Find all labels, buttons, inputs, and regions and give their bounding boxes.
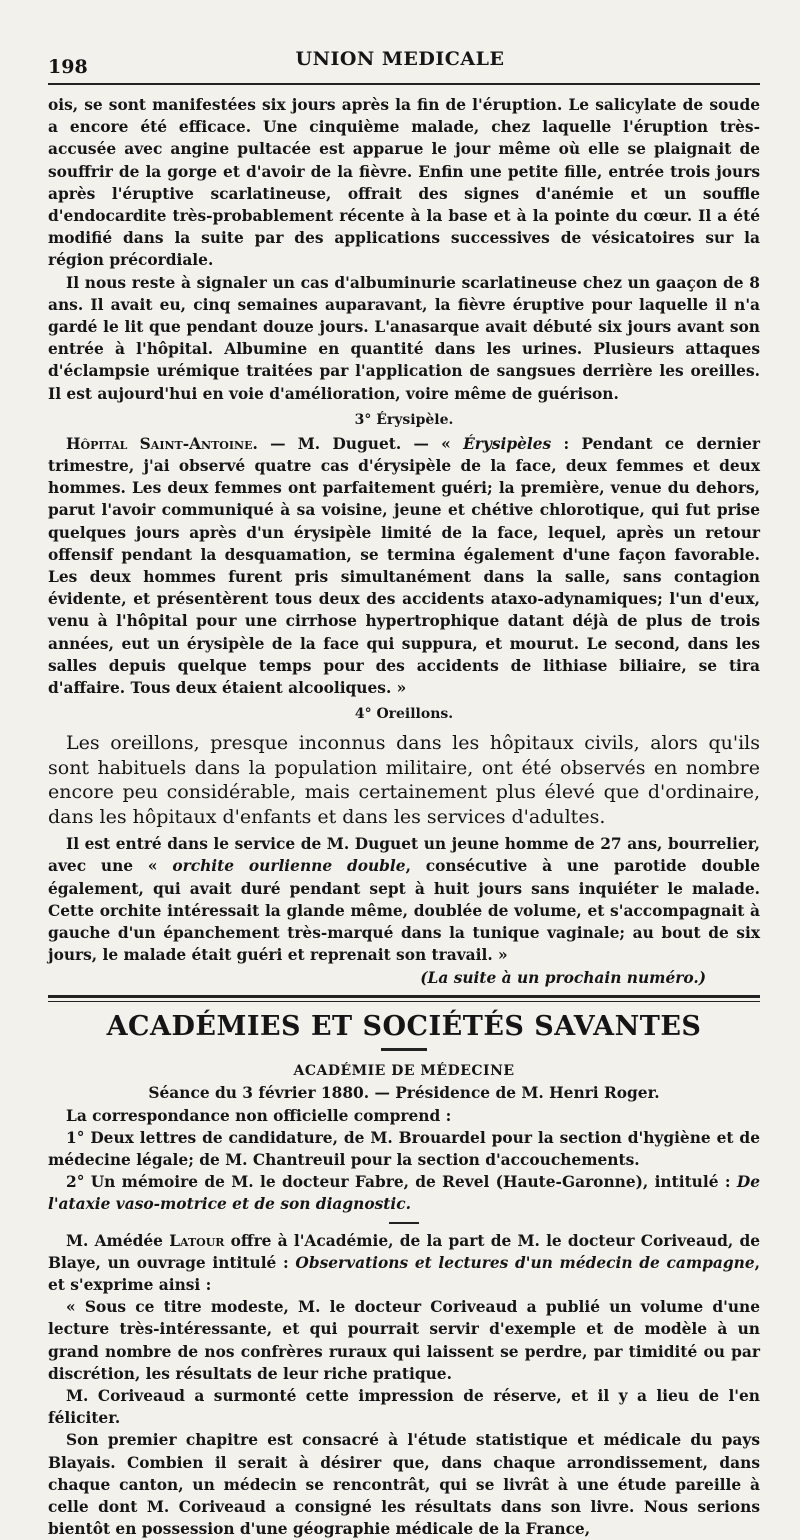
item-2-title: De l'ataxie vaso-motrice et de son diagnostic. [48,1173,760,1214]
paragraph-erysipeles [48,433,760,699]
paragraph-erysipeles-text: : Pendant ce dernier trimestre, j'ai observé quatre cas d'érysipèle de la face, deux femmes et deux hommes. Les deux femmes ont parfaitement guéri; la première, venue du dehors, parut l'avoir communiqué à sa voisine, jeune et chétive chlorotique, qui fut prise quelques jours après d'un érysipèle limité de la face, lequel, après un retour offensif pendant la desquamation, se termina également d'une façon favorable. Les deux hommes furent pris simultanément dans la salle, sans contagion évidente, et présentèrent tous deux des accidents ataxo-adynamiques; l'un d'eux, venu à l'hôpital pour une cirrhose hypertrophique datant déjà de plus de trois années, eut un érysipèle de la face qui suppura, et mourut. Le second, dans les salles depuis quelque temps pour des accidents de lithiase biliaire, se tira d'affaire. Tous deux étaient alcooliques. » [48,434,760,698]
paragraph-rule [389,1222,419,1224]
paragraph-orchite-b: , consécutive à une parotide double également, qui avait duré pendant sept à huit jours sans inquiéter le malade. Cette orchite intéressait la glande même, doublée de volume, et s'accompagnait à gauche d'un épanchement très-marqué dans la tunique vaginale; au bout de six jours, le malade était guéri et reprenait son travail. » [48,857,760,965]
paragraph-item-1: 1° Deux lettres de candidature, de M. Brouardel pour la section d'hygiène et de médecine légale; de M. Chantreuil pour la section d'accouchements. [48,1128,760,1169]
section-divider [48,995,760,1002]
academie-subtitle: ACADÉMIE DE MÉDECINE [293,1062,515,1079]
article-body [48,94,760,1540]
paragraph-orchite [48,833,760,966]
paragraph-orchite-a: Il est entré dans le service de M. Duguet un jeune homme de 27 ans, bourrelier, avec une « [48,835,760,876]
topic-title: Érysipèles [463,434,552,453]
paragraph-surmonte: M. Coriveaud a surmonté cette impression de réserve, et il y a lieu de l'en féliciter. [48,1386,760,1428]
orchite-term: orchite ourlienne double [172,857,406,876]
hospital-name: Hôpital Saint-Antoine. [66,434,258,453]
latour-b: offre à l'Académie, de la part de M. le docteur Coriveaud, de Blaye, un ouvrage intitulé : [48,1231,760,1272]
paragraph-chapitre: Son premier chapitre est consacré à l'étude statistique et médicale du pays Blayais. Combien il serait à désirer que, dans chaque arrondissement, dans chaque canton, un médecin se rencontrât, qui se livrât à une étude pareille à celle dont M. Coriveaud a consigné les résultats dans son livre. Nous serions bientôt en possession d'une géographie médicale de la France, [48,1431,760,1539]
paragraph-oreillons-intro: Les oreillons, presque inconnus dans les hôpitaux civils, alors qu'ils sont habituels dans la population militaire, ont été observés en nombre encore peu considérable, mais certainement plus élevé que d'ordinaire, dans les hôpitaux d'enfants et dans les services d'adultes. [48,732,760,828]
book-title: Observations et lectures d'un médecin de campagne [295,1253,755,1272]
paragraph-quote: « Sous ce titre modeste, M. le docteur Coriveaud a publié un volume d'une lecture très-intéressante, et qui pourrait servir d'exemple et de modèle à un grand nombre de nos confrères ruraux qui laissent se perdre, par timidité ou par discrétion, les résultats de leur riche pratique. [48,1298,760,1383]
page-number: 198 [48,56,88,78]
latour-name: Latour [169,1231,225,1250]
paragraph-correspondance: La correspondance non officielle comprend : [66,1106,452,1125]
item-2-text: 2° Un mémoire de M. le docteur Fabre, de Revel (Haute-Garonne), intitulé : [66,1173,737,1192]
paragraph-latour [48,1230,760,1297]
doctor-name: — M. Duguet. — « [257,434,464,453]
section-title: ACADÉMIES ET SOCIÉTÉS SAVANTES [106,1010,702,1042]
latour-c: , et s'exprime ainsi : [48,1253,760,1294]
title-rule [381,1048,427,1051]
running-title: UNION MEDICALE [295,48,505,70]
paragraph-item-2 [48,1171,760,1215]
heading-erysipele: 3° Érysipèle. [354,411,454,428]
paragraph-albuminurie: Il nous reste à signaler un cas d'albuminurie scarlatineuse chez un gaaçon de 8 ans. Il avait eu, cinq semaines auparavant, la fièvre éruptive pour laquelle il n'a gardé le lit que pendant douze jours. L'anasarque avait débuté six jours avant son entrée à l'hôpital. Albumine en quantité dans les urines. Plusieurs attaques d'éclampsie urémique traitées par l'application de sangsues derrière les oreilles. Il est aujourd'hui en voie d'amélioration, voire même de guérison. [48,273,760,403]
latour-a: M. Amédée [66,1231,170,1250]
seance-line: Séance du 3 février 1880. — Présidence de M. Henri Roger. [148,1083,660,1102]
page-header [48,48,752,78]
continuation-note: (La suite à un prochain numéro.) [420,968,706,987]
header-rule [48,83,760,85]
paragraph-scarlatine-cases: ois, se sont manifestées six jours après la fin de l'éruption. Le salicylate de soude a encore été efficace. Une cinquième malade, chez laquelle l'éruption très-accusée avec angine pultacée est apparue le jour même où elle se plaignait de souffrir de la gorge et d'avoir de la fièvre. Enfin une petite fille, entrée trois jours après l'éruptive scarlatineuse, offrait des signes d'anémie et un souffle d'endocardite très-probablement récente à la base et à la pointe du cœur. Il a été modifié dans la suite par des applications successives de vésicatoires sur la région précordiale. [48,96,760,270]
heading-oreillons: 4° Oreillons. [354,706,454,723]
